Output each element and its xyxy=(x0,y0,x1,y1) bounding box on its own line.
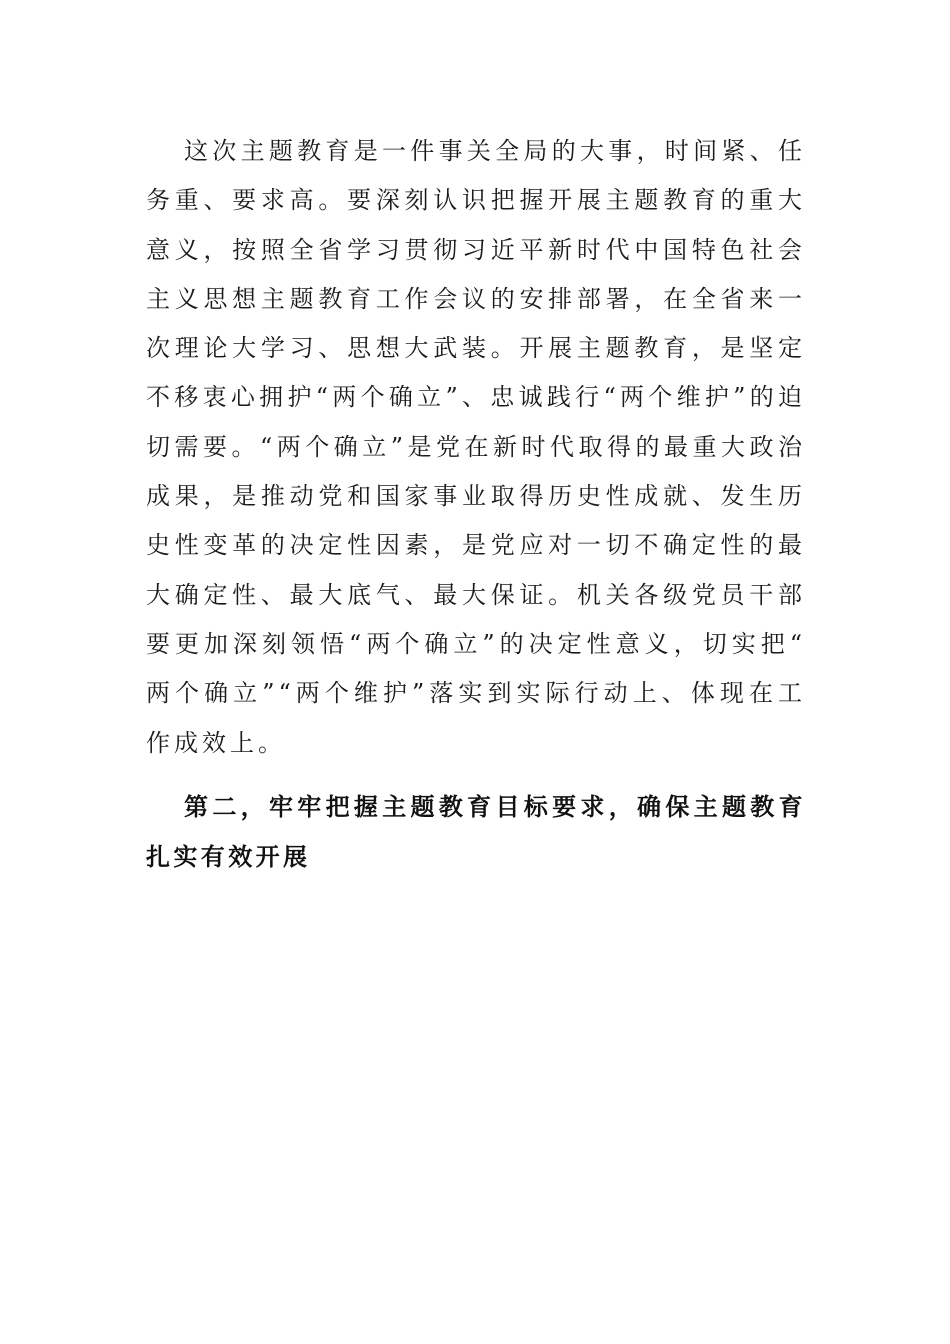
document-body xyxy=(146,127,806,882)
section-heading: 第二，牢牢把握主题教育目标要求，确保主题教育扎实有效开展 xyxy=(146,792,806,871)
body-paragraph: 这次主题教育是一件事关全局的大事，时间紧、任务重、要求高。要深刻认识把握开展主题教育的重大意义，按照全省学习贯彻习近平新时代中国特色社会主义思想主题教育工作会议的安排部署，在全省来一次理论大学习、思想大武装。开展主题教育，是坚定不移衷心拥护“两个确立”、忠诚践行“两个维护”的迫切需要。“两个确立”是党在新时代取得的最重大政治成果，是推动党和国家事业取得历史性成就、发生历史性变革的决定性因素，是党应对一切不确定性的最大确定性、最大底气、最大保证。机关各级党员干部要更加深刻领悟“两个确立”的决定性意义，切实把“两个确立”“两个维护”落实到实际行动上、体现在工作成效上。 xyxy=(146,137,806,757)
